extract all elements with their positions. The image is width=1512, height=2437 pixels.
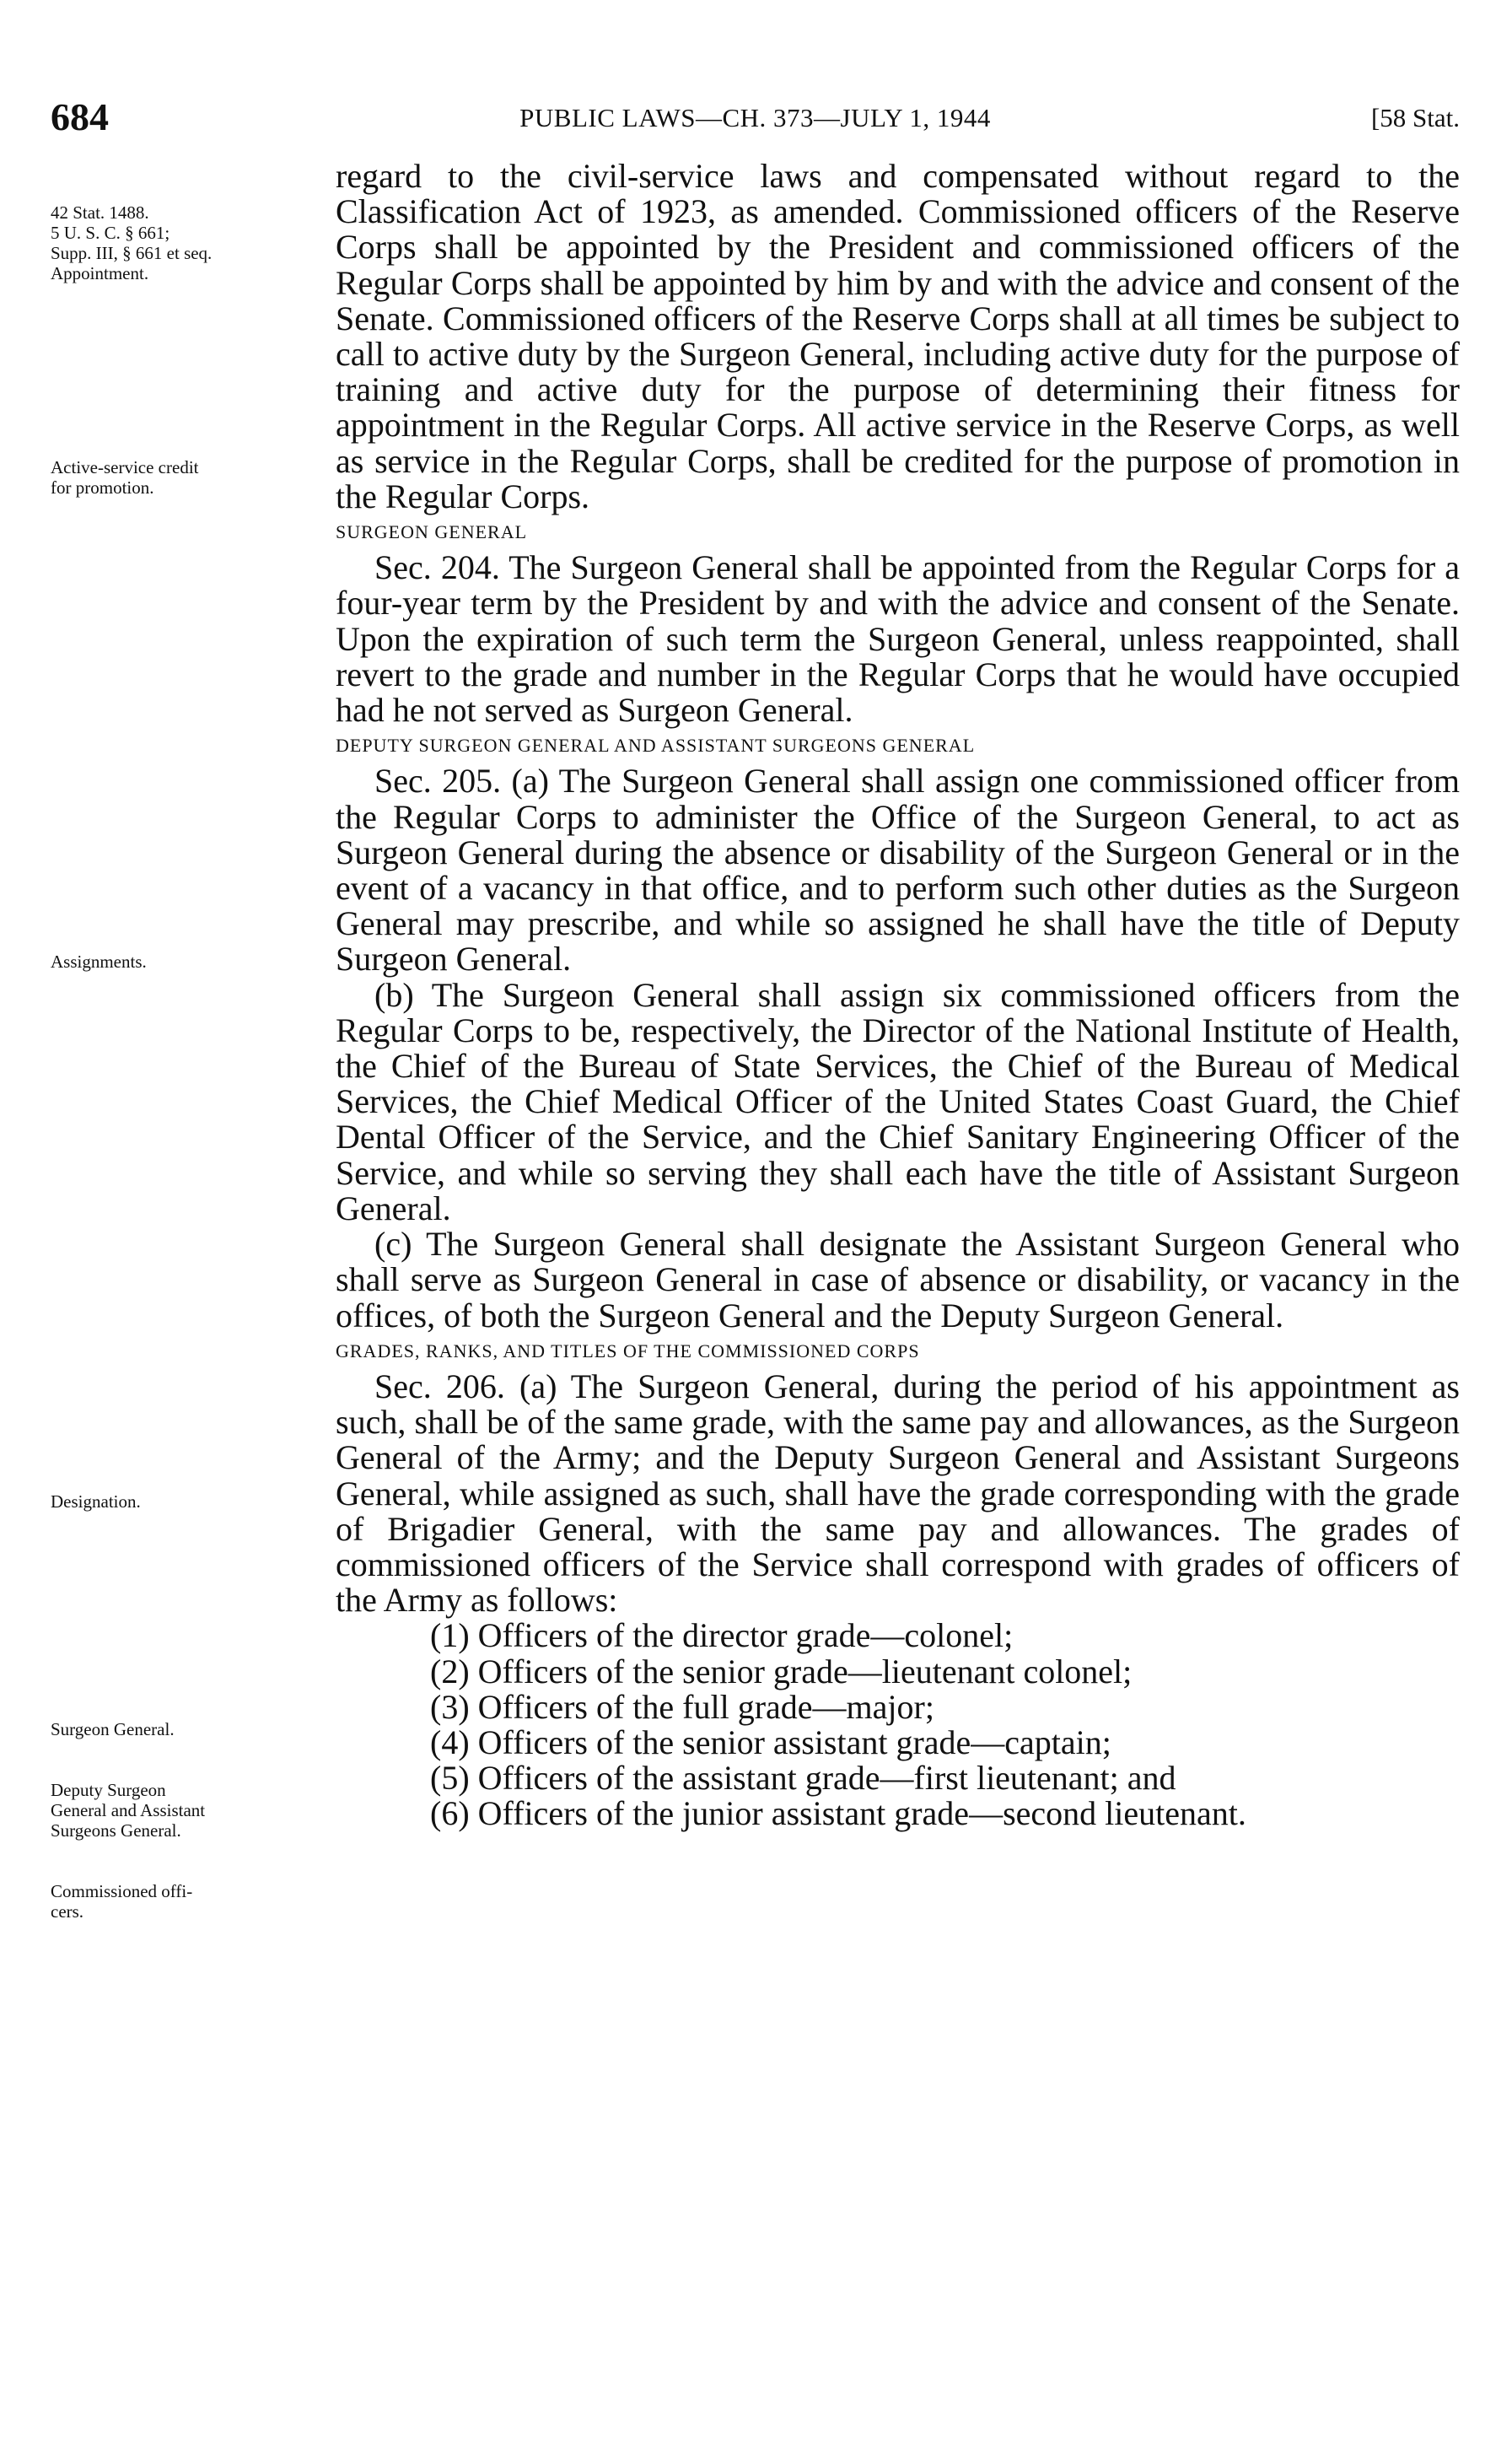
- list-item: (2) Officers of the senior grade—lieutenant colonel;: [430, 1652, 1133, 1690]
- list-item: (5) Officers of the assistant grade—first lieutenant; and: [430, 1759, 1176, 1798]
- paragraph-sec-205b: (b) The Surgeon General shall assign six commissioned officers from the Regular Corps to be, respectively, the Director of the National Institute of Health, the Chief of the Bureau of State Services, the Chief of the Bureau of Medical Services, the Chief Medical Officer of the United States Coast Guard, the Chief Dental Officer of the Service, and the Chief Sanitary Engineering Officer of the Service, and while so serving they shall each have the title of Assistant Surgeon General.: [336, 975, 1460, 1227]
- volume-reference: [58 Stat.: [1370, 103, 1460, 132]
- paragraph-sec-205a: Sec. 205. (a) The Surgeon General shall assign one commissioned officer from the Regular Corps to administer the Office of the Surgeon General, to act as Surgeon General during the absence or disability of the Surgeon General or in the event of a vacancy in that office, and to perform such other duties as the Surgeon General may prescribe, and while so assigned he shall have the title of Deputy Surgeon General.: [336, 762, 1460, 979]
- running-header: [51, 94, 1460, 142]
- section-heading-grades: GRADES, RANKS, AND TITLES OF THE COMMISSIONED CORPS: [336, 1340, 920, 1361]
- list-item: (4) Officers of the senior assistant grade—captain;: [430, 1723, 1111, 1761]
- margin-note-commissioned: Commissioned offi- cers.: [51, 1881, 193, 1922]
- list-item: (6) Officers of the junior assistant grade—second lieutenant.: [430, 1794, 1246, 1833]
- grades-list: [336, 1618, 1460, 1831]
- list-item: (3) Officers of the full grade—major;: [430, 1687, 934, 1726]
- margin-note-surgeon-general: Surgeon General.: [51, 1719, 175, 1739]
- paragraph-sec-206a: Sec. 206. (a) The Surgeon General, during the period of his appointment as such, shall be of the same grade, with the same pay and allowances, as the Surgeon General of the Army; and the Deputy Surgeon General and Assistant Surgeons General, while assigned as such, shall have the grade corresponding with the grade of Brigadier General, with the same pay and allowances. The grades of commissioned officers of the Service shall correspond with grades of officers of the Army as follows:: [336, 1367, 1460, 1620]
- margin-note-appointment: Appointment.: [51, 263, 149, 283]
- margin-note-assignments: Assignments.: [51, 952, 147, 972]
- margin-note-designation: Designation.: [51, 1491, 141, 1512]
- margin-note-citation: 42 Stat. 1488. 5 U. S. C. § 661; Supp. III, § 661 et seq. Appointment.: [51, 202, 320, 283]
- section-heading-surgeon-general: SURGEON GENERAL: [336, 521, 528, 543]
- margin-note-deputy: Deputy Surgeon General and Assistant Surgeons General.: [51, 1780, 206, 1841]
- paragraph-sec-205c: (c) The Surgeon General shall designate the Assistant Surgeon General who shall serve as Surgeon General in case of absence or disability, or vacancy in the offices, of both the Surgeon General and the Deputy Surgeon General.: [336, 1225, 1460, 1334]
- list-item: (1) Officers of the director grade—colonel;: [430, 1616, 1014, 1655]
- section-heading-deputy: DEPUTY SURGEON GENERAL AND ASSISTANT SURGEONS GENERAL: [336, 735, 976, 757]
- main-text: [336, 159, 1460, 1832]
- paragraph-intro: regard to the civil-service laws and compensated without regard to the Classification Act of 1923, as amended. Commissioned officers of the Reserve Corps shall be appointed by the President and commissioned officers of the Regular Corps shall be appointed by him by and with the advice and consent of the Senate. Commissioned officers of the Reserve Corps shall at all times be subject to call to active duty by the Surgeon General, including active duty for the purpose of training and active duty for the purpose of determining their fitness for appointment in the Regular Corps. All active service in the Reserve Corps, as well as service in the Regular Corps, shall be credited for the purpose of promotion in the Regular Corps.: [336, 157, 1460, 515]
- margin-note-active-service: Active-service credit for promotion.: [51, 457, 199, 498]
- running-title: PUBLIC LAWS—CH. 373—JULY 1, 1944: [519, 103, 991, 132]
- paragraph-sec-204: Sec. 204. The Surgeon General shall be appointed from the Regular Corps for a four-year term by the President by and with the advice and consent of the Senate. Upon the expiration of such term the Surgeon General, unless reappointed, shall revert to the grade and number in the Regular Corps that he would have occupied had he not served as Surgeon General.: [336, 548, 1460, 730]
- page-number: 684: [51, 95, 109, 138]
